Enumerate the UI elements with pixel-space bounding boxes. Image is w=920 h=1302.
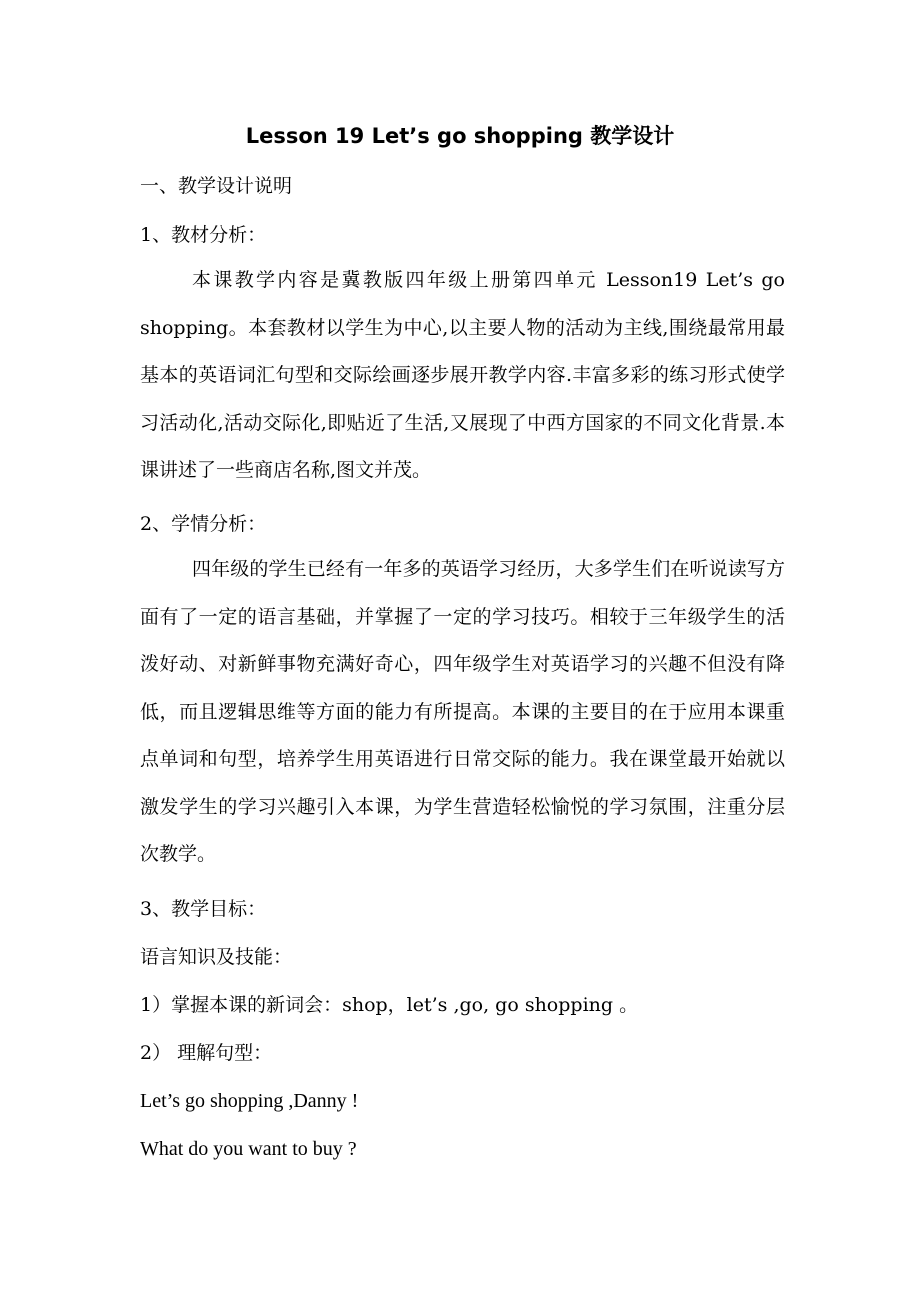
objective-item-2: 2） 理解句型： <box>140 1042 273 1064</box>
heading-teaching-objectives: 3、教学目标： <box>140 898 267 920</box>
heading-textbook-analysis: 1、教材分析： <box>140 224 267 246</box>
heading-student-analysis: 2、学情分析： <box>140 513 267 535</box>
paragraph-textbook-analysis: 本课教学内容是冀教版四年级上册第四单元 Lesson19 Let’s go shopping。本套教材以学生为中心,以主要人物的活动为主线,围绕最常用最基本的英语词汇句型和交际绘画逐步展开教学内容.丰富多彩的练习形式使学习活动化,活动交际化,即贴近了生活,又展现了中西方国家的不同文化背景.本课讲述了一些商店名称,图文并茂。 <box>140 269 785 481</box>
heading-language-knowledge-skills: 语言知识及技能： <box>140 946 293 968</box>
document-title: Lesson 19 Let’s go shopping 教学设计 <box>245 124 675 148</box>
example-sentence-2: What do you want to buy ? <box>140 1138 357 1160</box>
section-heading-teaching-design-notes: 一、教学设计说明 <box>140 175 293 197</box>
paragraph-student-analysis: 四年级的学生已经有一年多的英语学习经历，大多学生们在听说读写方面有了一定的语言基础，并掌握了一定的学习技巧。相较于三年级学生的活泼好动、对新鲜事物充满好奇心，四年级学生对英语学习的兴趣不但没有降低，而且逻辑思维等方面的能力有所提高。本课的主要目的在于应用本课重点单词和句型，培养学生用英语进行日常交际的能力。我在课堂最开始就以激发学生的学习兴趣引入本课，为学生营造轻松愉悦的学习氛围，注重分层次教学。 <box>140 558 785 865</box>
example-sentence-1: Let’s go shopping ,Danny ! <box>140 1090 359 1112</box>
objective-item-1: 1）掌握本课的新词会：shop，let’s ,go, go shopping 。 <box>140 994 639 1016</box>
